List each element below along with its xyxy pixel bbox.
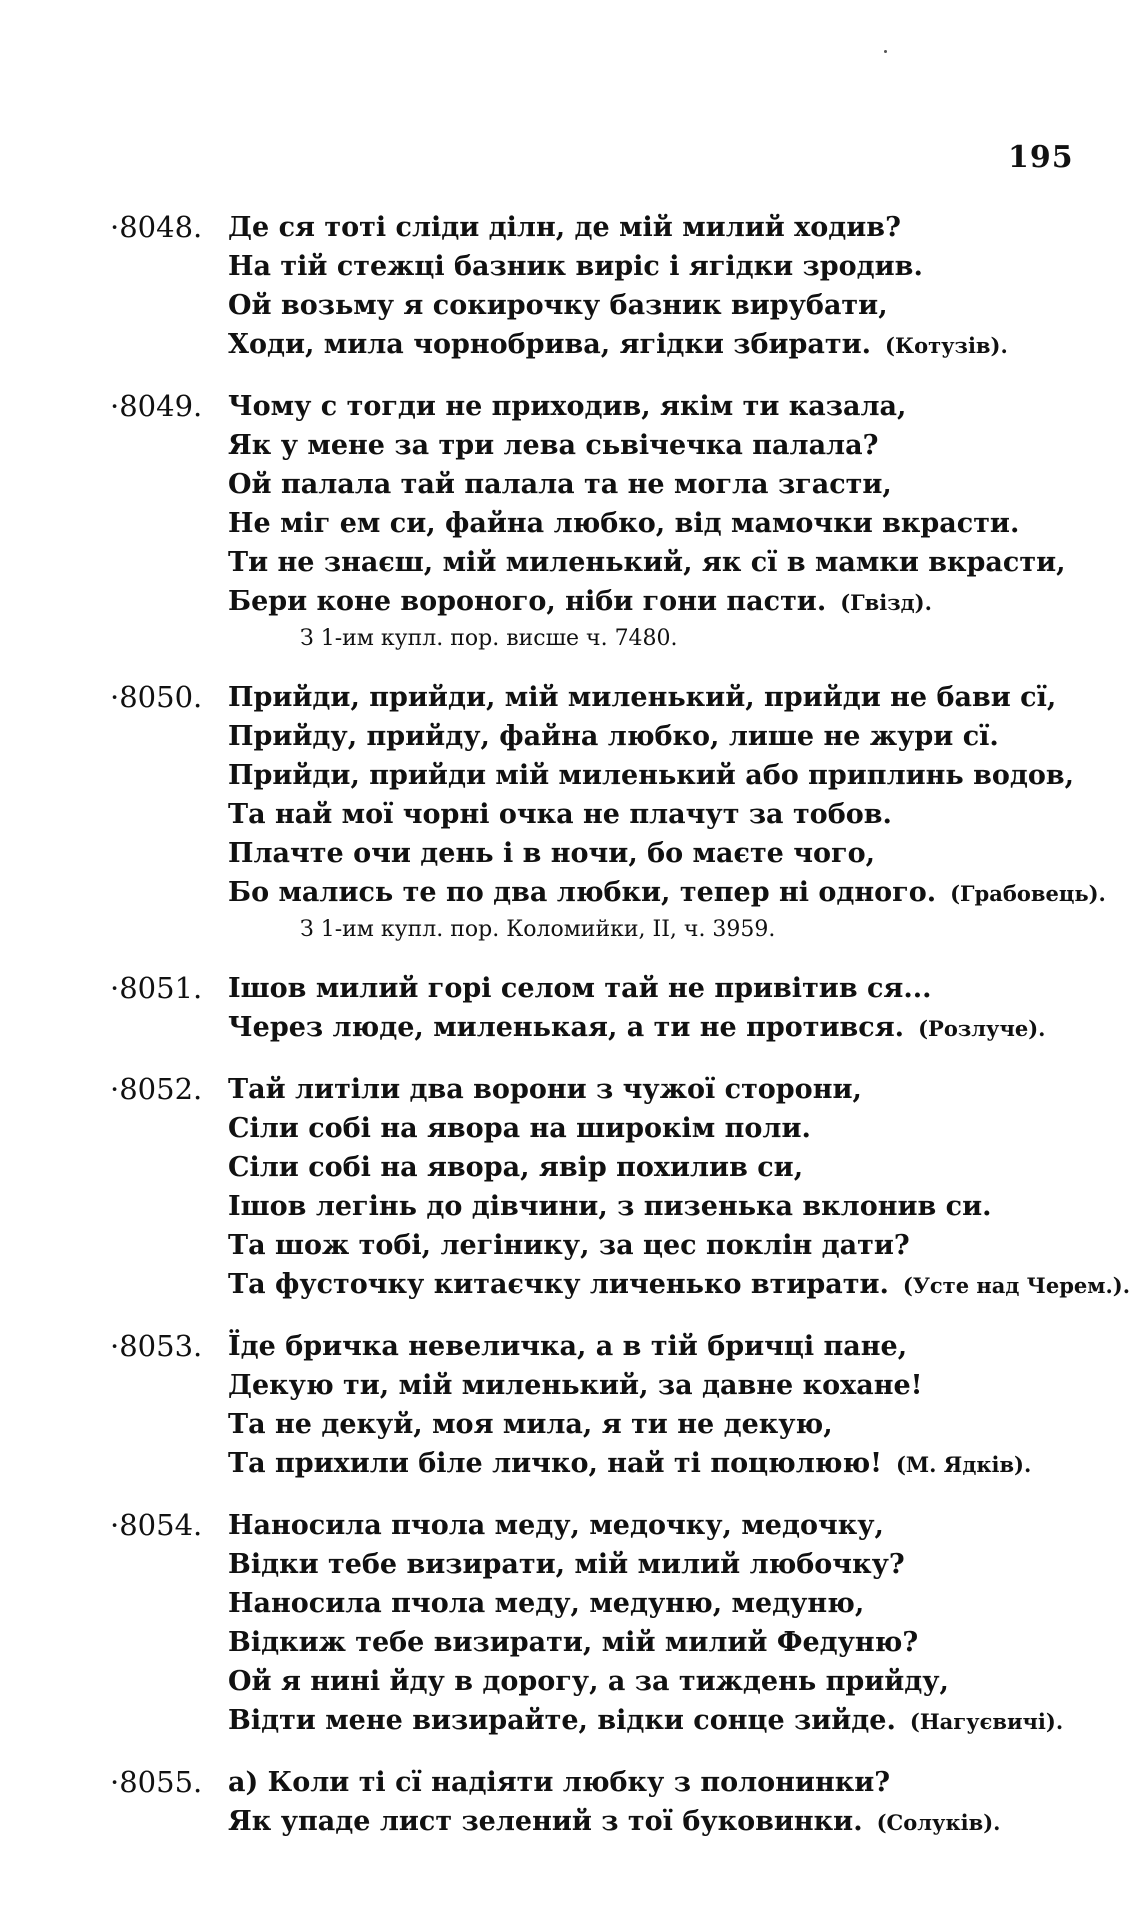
entry-8055 — [0, 1763, 1140, 1842]
entry-lines — [228, 678, 1140, 947]
entry-lines — [228, 1070, 1140, 1305]
verse-line: Ой я нині йду в дорогу, а за тиждень прийду, — [228, 1666, 949, 1697]
verse-line: Та най мої чорні очка не плачут за тобов. — [228, 799, 892, 830]
verse-text: Через люде, миленькая, а ти не протився. — [228, 1012, 905, 1043]
reference-note: З 1-им купл. пор. Коломийки, II, ч. 3959. — [300, 917, 776, 942]
entry-8050 — [0, 678, 1140, 947]
entry-lines — [228, 1763, 1140, 1842]
entry-number: ·8049. — [110, 389, 203, 423]
verse-line: Та шож тобі, легінику, за цес поклін дати? — [228, 1230, 910, 1261]
verse-line: Тай литіли два ворони з чужої сторони, — [228, 1074, 862, 1105]
verse-line: Сіли собі на явора на широкім поли. — [228, 1113, 811, 1144]
entry-lines — [228, 387, 1140, 656]
verse-text: Як упаде лист зелений з тої буковинки. — [228, 1806, 863, 1837]
entry-8048 — [0, 208, 1140, 365]
entry-number: ·8051. — [110, 971, 203, 1005]
source-label: (Гвізд). — [840, 590, 932, 615]
source-label: (Нагуєвичі). — [909, 1709, 1064, 1734]
verse-line-last — [228, 582, 1140, 622]
verse-line: Наносила пчола меду, медочку, медочку, — [228, 1510, 884, 1541]
entry-lines — [228, 208, 1140, 365]
verse-line-last — [228, 873, 1140, 913]
entry-number: ·8052. — [110, 1072, 203, 1106]
verse-line: Плачте очи день і в ночи, бо маєте чого, — [228, 838, 875, 869]
verse-line: Прийду, прийду, файна любко, лише не жури сї. — [228, 721, 999, 752]
verse-line: На тій стежці базник виріс і ягідки зродив. — [228, 251, 923, 282]
verse-line: Відкиж тебе визирати, мій милий Федуню? — [228, 1627, 919, 1658]
page-speck — [884, 50, 887, 53]
entry-lines — [228, 1506, 1140, 1741]
verse-line: а) Коли ті сї надіяти любку з полонинки? — [228, 1767, 891, 1798]
verse-line: Наносила пчола меду, медуню, медуню, — [228, 1588, 865, 1619]
verse-line-last — [228, 1802, 1140, 1842]
entry-lines — [228, 1327, 1140, 1484]
verse-text: Ходи, мила чорнобрива, ягідки збирати. — [228, 329, 872, 360]
entries-list — [0, 208, 1140, 1864]
verse-line-last — [228, 1008, 1140, 1048]
verse-line: Чому с тогди не приходив, якім ти казала, — [228, 391, 907, 422]
verse-line: Як у мене за три лева сьвічечка палала? — [228, 430, 879, 461]
source-label: (Солуків). — [876, 1810, 1001, 1835]
entry-number: ·8050. — [110, 680, 203, 714]
verse-line: Не міг ем си, файна любко, від мамочки вкрасти. — [228, 508, 1020, 539]
verse-line-last — [228, 325, 1140, 365]
verse-line: Ішов легінь до дівчини, з пизенька вклонив си. — [228, 1191, 992, 1222]
verse-text: Бери коне вороного, ніби гони пасти. — [228, 586, 827, 617]
source-label: (Грабовець). — [950, 881, 1106, 906]
verse-line: Їде бричка невеличка, а в тій бричці пане, — [228, 1331, 908, 1362]
entry-number: ·8054. — [110, 1508, 203, 1542]
entry-8053 — [0, 1327, 1140, 1484]
source-label: (Усте над Черем.). — [902, 1273, 1131, 1298]
verse-line: Де ся тоті сліди ділн, де мій милий ходив? — [228, 212, 901, 243]
entry-8054 — [0, 1506, 1140, 1741]
reference-note: З 1-им купл. пор. висше ч. 7480. — [300, 626, 678, 651]
verse-line: Ой палала тай палала та не могла згасти, — [228, 469, 892, 500]
verse-line-last — [228, 1701, 1140, 1741]
verse-line: Прийди, прийди, мій миленький, прийди не бави сї, — [228, 682, 1057, 713]
verse-text: Бо мались те по два любки, тепер ні одного. — [228, 877, 937, 908]
verse-line: Відки тебе визирати, мій милий любочку? — [228, 1549, 905, 1580]
entry-number: ·8055. — [110, 1765, 203, 1799]
entry-lines — [228, 969, 1140, 1048]
verse-line: Прийди, прийди мій миленький або приплинь водов, — [228, 760, 1075, 791]
entry-8049 — [0, 387, 1140, 656]
page-number: 195 — [1008, 140, 1074, 175]
verse-line: Та не декуй, моя мила, я ти не декую, — [228, 1409, 833, 1440]
verse-text: Та прихили біле личко, най ті поцюлюю! — [228, 1448, 882, 1479]
verse-line-last — [228, 1444, 1140, 1484]
verse-line: Ішов милий горі селом тай не привітив ся... — [228, 973, 932, 1004]
source-label: (Котузів). — [885, 333, 1008, 358]
verse-line: Сіли собі на явора, явір похилив си, — [228, 1152, 804, 1183]
verse-line-last — [228, 1265, 1140, 1305]
verse-line: Ой возьму я сокирочку базник вирубати, — [228, 290, 888, 321]
verse-line: Ти не знаєш, мій миленький, як сї в мамки вкрасти, — [228, 547, 1066, 578]
entry-number: ·8048. — [110, 210, 203, 244]
verse-text: Відти мене визирайте, відки сонце зийде. — [228, 1705, 896, 1736]
entry-8051 — [0, 969, 1140, 1048]
entry-8052 — [0, 1070, 1140, 1305]
source-label: (М. Ядків). — [896, 1452, 1032, 1477]
entry-number: ·8053. — [110, 1329, 203, 1363]
verse-text: Та фусточку китаєчку личенько втирати. — [228, 1269, 889, 1300]
verse-line: Декую ти, мій миленький, за давне кохане! — [228, 1370, 923, 1401]
source-label: (Розлуче). — [918, 1016, 1046, 1041]
